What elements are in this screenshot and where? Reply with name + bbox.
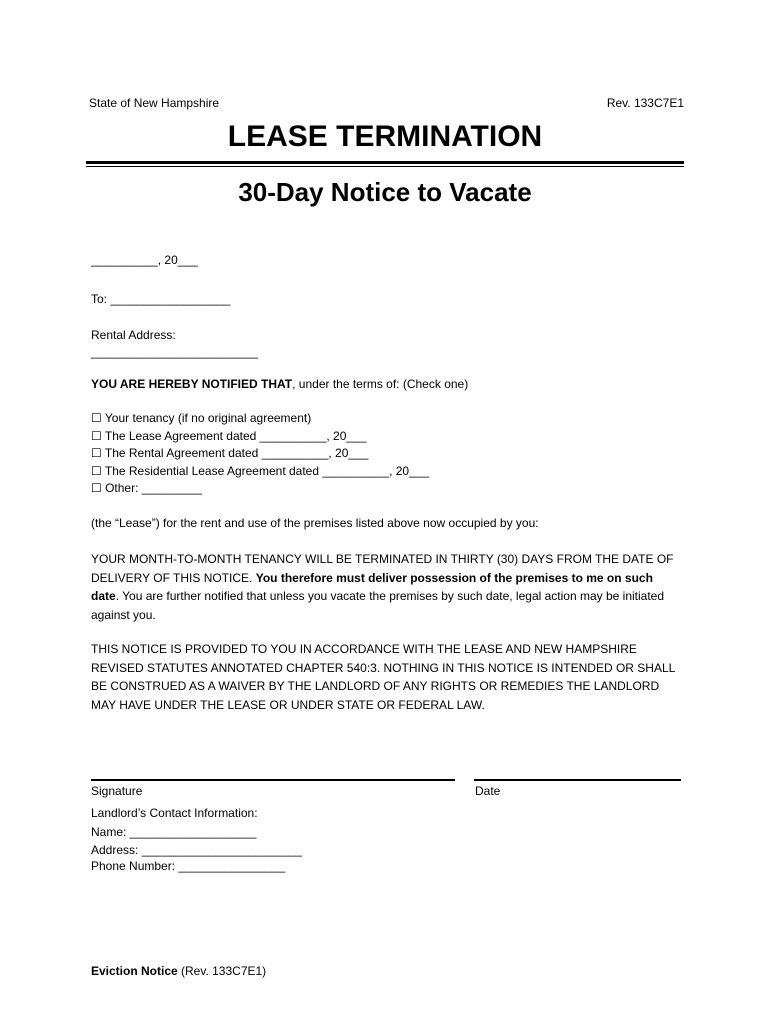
landlord-name-field[interactable]: Name: ___________________ <box>91 825 257 839</box>
date-label: Date <box>475 784 501 798</box>
revision-label: Rev. 133C7E1 <box>606 96 684 110</box>
document-title: LEASE TERMINATION <box>227 120 543 153</box>
option-lease-agreement-checkbox[interactable]: ☐ The Lease Agreement dated __________, 20___ <box>91 429 367 443</box>
footer <box>91 962 266 980</box>
document-subtitle: 30-Day Notice to Vacate <box>238 177 532 207</box>
rental-address-field[interactable]: _________________________ <box>91 345 258 359</box>
footer-bold: Eviction Notice <box>91 964 178 978</box>
option-tenancy-checkbox[interactable]: ☐ Your tenancy (if no original agreement) <box>91 411 312 425</box>
option-rental-agreement-checkbox[interactable]: ☐ The Rental Agreement dated __________, 20___ <box>91 446 369 460</box>
lease-description: (the “Lease”) for the rent and use of the premises listed above now occupied by you: <box>91 516 539 530</box>
termination-text-2: . You are further notified that unless you vacate the premises by such date, legal action may be initiated against you. <box>91 589 665 622</box>
landlord-address-field[interactable]: Address: ________________________ <box>91 843 302 857</box>
signature-line[interactable] <box>91 779 455 781</box>
to-field[interactable]: To: __________________ <box>91 292 231 306</box>
option-residential-lease-checkbox[interactable]: ☐ The Residential Lease Agreement dated __________, 20___ <box>91 464 430 478</box>
notice-lead-bold: YOU ARE HEREBY NOTIFIED THAT <box>91 377 293 391</box>
legal-paragraph: THIS NOTICE IS PROVIDED TO YOU IN ACCORDANCE WITH THE LEASE AND NEW HAMPSHIRE REVISED STATUTES ANNOTATED CHAPTER 540:3. NOTHING IN THIS NOTICE IS INTENDED OR SHALL BE CONSTRUED AS A WAIVER BY THE LANDLORD OF ANY RIGHTS OR REMEDIES THE LANDLORD MAY HAVE UNDER THE LEASE OR UNDER STATE OR FEDERAL LAW. <box>91 642 675 712</box>
footer-rest: (Rev. 133C7E1) <box>177 964 267 978</box>
title-rule-thick <box>86 161 684 164</box>
landlord-phone-field[interactable]: Phone Number: ________________ <box>91 859 286 873</box>
termination-text-1: YOUR MONTH-TO-MONTH TENANCY WILL BE TERMINATED IN THIRTY (30) DAYS FROM THE DATE OF DELIVERY OF THIS NOTICE. <box>91 552 674 585</box>
notice-lead-rest: , under the terms of: (Check one) <box>292 377 469 391</box>
notice-lead <box>91 375 468 393</box>
date-field[interactable]: __________, 20___ <box>91 253 198 267</box>
termination-paragraph <box>91 550 681 624</box>
termination-text-bold: You therefore must deliver possession of the premises to me on such date <box>91 570 653 603</box>
date-signature-line[interactable] <box>474 779 681 781</box>
rental-address-label: Rental Address: <box>91 328 176 342</box>
option-other-checkbox[interactable]: ☐ Other: _________ <box>91 481 202 495</box>
contact-heading: Landlord’s Contact Information: <box>91 806 258 820</box>
title-rule-thin <box>86 166 684 167</box>
state-label: State of New Hampshire <box>89 96 220 110</box>
signature-label: Signature <box>91 784 143 798</box>
